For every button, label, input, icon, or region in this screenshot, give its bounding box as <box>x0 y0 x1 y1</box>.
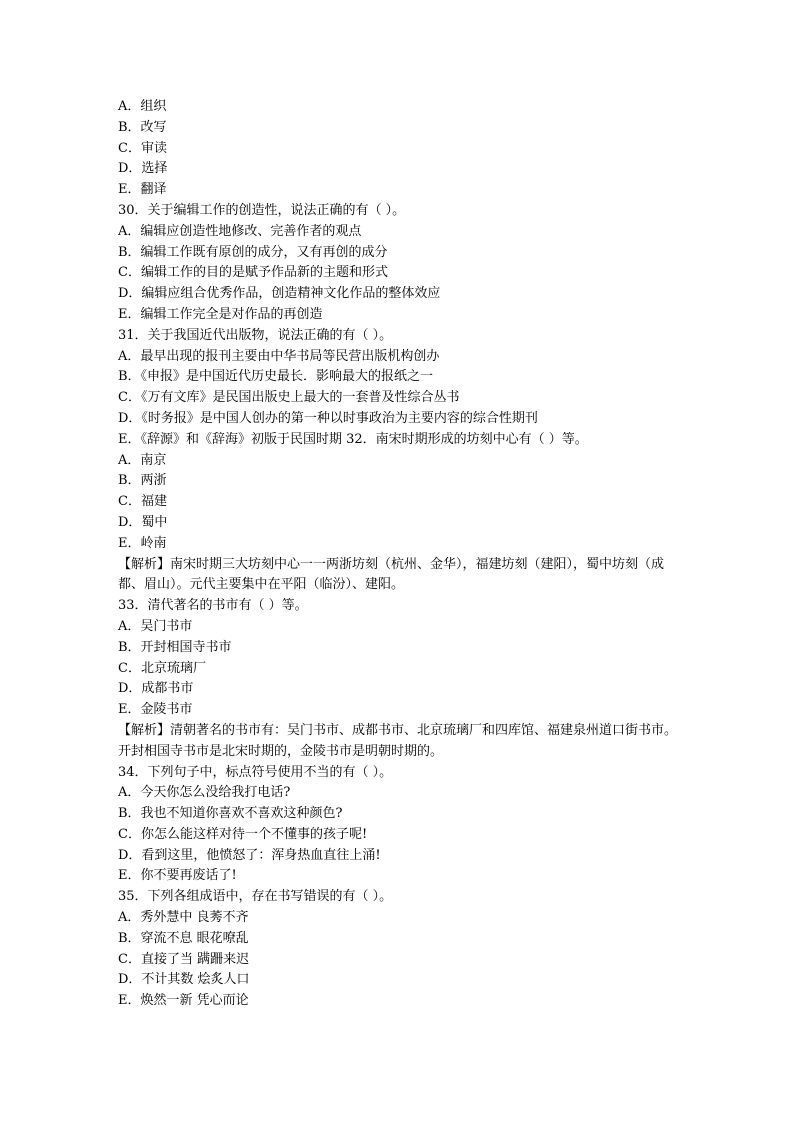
analysis-note: 【解析】清朝著名的书市有：吴门书市、成都书市、北京琉璃厂和四库馆、福建泉州道口街书市。开封相国寺书市是北宋时期的，金陵书市是明朝时期的。 <box>118 722 678 759</box>
answer-option: C．你怎么能这样对待一个不懂事的孩子呢! <box>118 826 368 842</box>
answer-option: A．组织 <box>118 99 167 114</box>
answer-option: D．蜀中 <box>118 514 168 530</box>
answer-option: C．《万有文库》是民国出版史上最大的一套普及性综合丛书 <box>118 390 460 406</box>
answer-option: A．今天你怎么没给我打电话? <box>118 785 291 801</box>
answer-option: C．编辑工作的目的是赋予作品新的主题和形式 <box>118 265 388 281</box>
answer-option: E．焕然一新 凭心而论 <box>118 993 249 1009</box>
answer-option: B．改写 <box>118 119 167 135</box>
answer-option: C．直接了当 蹒跚来迟 <box>118 951 250 967</box>
answer-option: B．编辑工作既有原创的成分，又有再创的成分 <box>118 244 388 260</box>
answer-option: E．翻译 <box>118 182 167 198</box>
answer-option: D．编辑应组合优秀作品，创造精神文化作品的整体效应 <box>118 286 441 302</box>
answer-option: D．不计其数 烩炙人口 <box>118 972 250 988</box>
answer-option: C．福建 <box>118 494 167 510</box>
question-stem: 31．关于我国近代出版物，说法正确的有（ ）。 <box>118 327 393 343</box>
answer-option: E．岭南 <box>118 535 167 551</box>
answer-option: E．你不要再废话了! <box>118 868 237 884</box>
question-stem: 34．下列句子中，标点符号使用不当的有（ ）。 <box>118 764 393 780</box>
answer-option: A．编辑应创造性地修改、完善作者的观点 <box>118 223 362 239</box>
answer-option: C．审读 <box>118 140 167 156</box>
answer-option: D．《时务报》是中国人创办的第一种以时事政治为主要内容的综合性期刊 <box>118 410 538 426</box>
answer-option: A．南京 <box>118 452 167 468</box>
question-stem: 35．下列各组成语中，存在书写错误的有（ ）。 <box>118 889 393 905</box>
analysis-note: 【解析】南宋时期三大坊刻中心一一两浙坊刻（杭州、金华），福建坊刻（建阳），蜀中坊刻（成都、眉山）。元代主要集中在平阳（临汾）、建阳。 <box>118 556 665 593</box>
answer-option: B．开封相国寺书市 <box>118 639 232 655</box>
answer-option: A．吴门书市 <box>118 618 193 634</box>
answer-option: A．秀外慧中 良莠不齐 <box>118 910 249 926</box>
answer-option: B．穿流不息 眼花嘹乱 <box>118 930 249 946</box>
answer-option: B．我也不知道你喜欢不喜欢这种颜色? <box>118 806 343 822</box>
answer-option: C．北京琉璃厂 <box>118 660 206 676</box>
answer-option: D．选择 <box>118 161 168 177</box>
answer-option: B．《申报》是中国近代历史最长．影响最大的报纸之一 <box>118 369 434 385</box>
question-stem: 33．清代著名的书市有（ ）等。 <box>118 598 308 614</box>
answer-option: E．编辑工作完全是对作品的再创造 <box>118 306 323 322</box>
answer-option: D．看到这里，他愤怒了：浑身热血直往上涌! <box>118 847 381 863</box>
answer-option: E．《辞源》和《辞海》初版于民国时期 32．南宋时期形成的坊刻中心有（ ）等。 <box>118 431 588 447</box>
document-page <box>118 97 678 1012</box>
answer-option: B．两浙 <box>118 473 167 489</box>
answer-option: D．成都书市 <box>118 681 194 697</box>
question-stem: 30．关于编辑工作的创造性，说法正确的有（ ）。 <box>118 202 406 218</box>
answer-option: A．最早出现的报刊主要由中华书局等民营出版机构创办 <box>118 348 440 364</box>
answer-option: E．金陵书市 <box>118 702 193 718</box>
